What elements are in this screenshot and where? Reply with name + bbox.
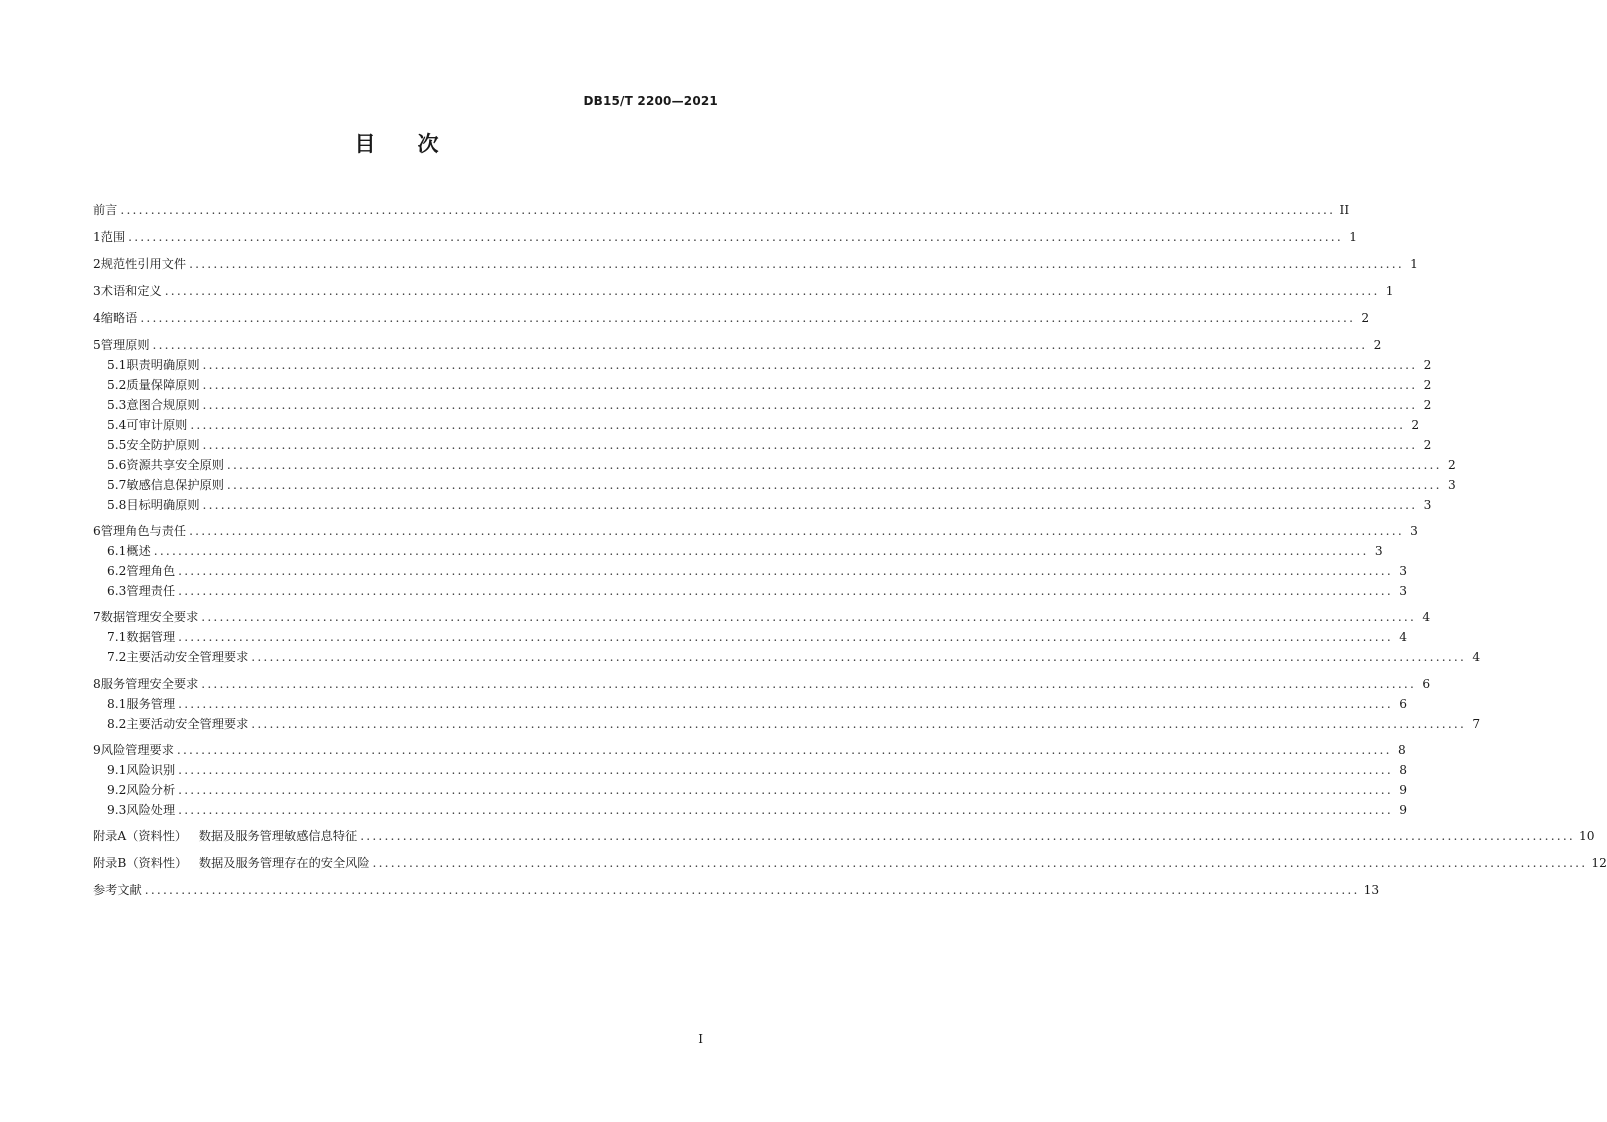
doc-code: DB15/T 2200—2021	[583, 94, 718, 108]
toc-entry-page: 2	[1423, 378, 1432, 392]
toc-entry-label: 数据管理	[126, 630, 176, 644]
toc-entry-label: 风险处理	[126, 803, 176, 817]
toc-entry-number: 5.3	[107, 398, 127, 412]
toc-entry[interactable]	[93, 335, 1382, 355]
toc-entry-label: 服务管理安全要求	[100, 677, 199, 691]
toc-entry-label: 资源共享安全原则	[126, 458, 224, 472]
toc-entry-label: 管理原则	[100, 338, 150, 352]
toc-entry[interactable]	[93, 880, 1380, 900]
toc-entry-label: 主要活动安全管理要求	[126, 717, 249, 731]
toc-entry-leader: ........................................................................................................................................................................................................	[202, 498, 1418, 512]
toc-entry-label: 管理责任	[126, 584, 176, 598]
toc-entry-page: II	[1339, 203, 1350, 217]
toc-entry-leader: ........................................................................................................................................................................................................	[201, 610, 1417, 624]
toc-entry-leader: ........................................................................................................................................................................................................	[201, 677, 1417, 691]
toc-entry-page: 3	[1374, 544, 1383, 558]
toc-entry-leader: ........................................................................................................................................................................................................	[152, 338, 1368, 352]
toc-entry-leader: ........................................................................................................................................................................................................	[226, 458, 1442, 472]
toc-entry-number: 8.2	[107, 717, 127, 731]
toc-entry-leader: ........................................................................................................................................................................................................	[178, 783, 1393, 797]
toc-entry[interactable]	[93, 607, 1431, 627]
toc-entry-leader: ........................................................................................................................................................................................................	[251, 650, 1467, 664]
toc-entry-page: 4	[1399, 630, 1407, 644]
toc-entry-page: 2	[1447, 458, 1456, 472]
toc-entry[interactable]	[93, 740, 1406, 760]
toc-entry-leader: ........................................................................................................................................................................................................	[178, 564, 1393, 578]
toc-entry-number: 5.7	[107, 478, 127, 492]
toc-entry-number: 5.5	[107, 438, 127, 452]
toc-entry[interactable]	[107, 455, 1456, 475]
toc-entry-page: 3	[1410, 524, 1418, 538]
toc-entry-leader: ........................................................................................................................................................................................................	[226, 478, 1442, 492]
toc-entry[interactable]	[107, 581, 1407, 601]
toc-entry-label: 风险识别	[126, 763, 176, 777]
toc-entry-number: 5.4	[107, 418, 127, 432]
toc-entry[interactable]	[107, 760, 1407, 780]
toc-entry[interactable]	[107, 375, 1432, 395]
toc-entry-leader: ........................................................................................................................................................................................................	[140, 311, 1356, 325]
toc-entry-page: 9	[1399, 783, 1407, 797]
toc-entry[interactable]	[107, 415, 1420, 435]
toc-entry-page: 9	[1399, 803, 1407, 817]
toc-entry-leader: ........................................................................................................................................................................................................	[128, 230, 1343, 244]
toc-entry[interactable]	[107, 627, 1407, 647]
toc-title-part2: 次	[417, 132, 439, 156]
toc-entry-leader: ........................................................................................................................................................................................................	[190, 418, 1406, 432]
toc-entry-leader: ........................................................................................................................................................................................................	[178, 630, 1393, 644]
toc-entry-label: 职责明确原则	[126, 358, 200, 372]
toc-entry-page: 2	[1423, 398, 1432, 412]
toc-entry-page: 2	[1361, 311, 1370, 325]
toc-entry-page: 3	[1399, 584, 1407, 598]
toc-entry[interactable]	[93, 200, 1350, 220]
toc-entry-leader: ........................................................................................................................................................................................................	[178, 763, 1393, 777]
toc-entry-label: 数据管理安全要求	[100, 610, 199, 624]
toc-entry-number: 5.2	[107, 378, 127, 392]
toc-entry-leader: ........................................................................................................................................................................................................	[202, 358, 1418, 372]
toc-entry-leader: ........................................................................................................................................................................................................	[176, 743, 1392, 757]
toc-entry-number: 5.1	[107, 358, 127, 372]
toc-entry-page: 2	[1411, 418, 1420, 432]
toc-entry[interactable]	[93, 674, 1431, 694]
toc-entry-number: 2	[93, 257, 101, 271]
toc-title-part1: 目	[354, 132, 376, 156]
toc-entry[interactable]	[93, 254, 1418, 274]
toc-entry-page: 3	[1447, 478, 1456, 492]
toc-entry-leader: ........................................................................................................................................................................................................	[189, 524, 1404, 538]
toc-entry-leader: ........................................................................................................................................................................................................	[178, 584, 1393, 598]
toc-entry-page: 4	[1472, 650, 1481, 664]
toc-entry[interactable]	[107, 495, 1432, 515]
toc-entry[interactable]	[107, 541, 1383, 561]
toc-entry-page: 7	[1472, 717, 1481, 731]
toc-entry-leader: ........................................................................................................................................................................................................	[372, 856, 1588, 870]
toc-entry-label: 服务管理	[126, 697, 176, 711]
toc-entry-leader: ........................................................................................................................................................................................................	[164, 284, 1380, 298]
toc-entry-label: 管理角色与责任	[100, 524, 187, 538]
toc-entry-label: 附录A（资料性） 数据及服务管理敏感信息特征	[93, 829, 358, 843]
toc-entry-page: 1	[1349, 230, 1357, 244]
toc-entry-label: 缩略语	[100, 311, 138, 325]
toc-entry-page: 4	[1422, 610, 1431, 624]
toc-entry[interactable]	[107, 355, 1432, 375]
toc-entry-label: 意图合规原则	[126, 398, 200, 412]
toc-entry-number: 1	[93, 230, 101, 244]
toc-entry-number: 3	[93, 284, 101, 298]
toc-entry-leader: ........................................................................................................................................................................................................	[202, 378, 1418, 392]
toc-entry-label: 前言	[93, 203, 118, 217]
toc-entry-leader: ........................................................................................................................................................................................................	[120, 203, 1336, 217]
toc-entry[interactable]	[107, 780, 1407, 800]
toc-entry[interactable]	[93, 521, 1418, 541]
toc-entry-label: 风险分析	[126, 783, 176, 797]
toc-entry-leader: ........................................................................................................................................................................................................	[178, 803, 1393, 817]
toc-entry-leader: ........................................................................................................................................................................................................	[202, 438, 1418, 452]
toc-entry-number: 8.1	[107, 697, 127, 711]
toc-entry-number: 5.8	[107, 498, 127, 512]
toc-entry-page: 6	[1399, 697, 1407, 711]
toc-entry-label: 术语和定义	[100, 284, 162, 298]
toc-entry[interactable]	[107, 475, 1456, 495]
toc-entry-number: 5.6	[107, 458, 127, 472]
toc-entry-label: 可审计原则	[126, 418, 188, 432]
toc-entry-number: 6.3	[107, 584, 127, 598]
toc-entry[interactable]	[107, 435, 1432, 455]
toc-entry-page: 2	[1423, 358, 1432, 372]
toc-entry-label: 敏感信息保护原则	[126, 478, 224, 492]
toc-entry-leader: ........................................................................................................................................................................................................	[202, 398, 1418, 412]
toc-entry-page: 3	[1423, 498, 1432, 512]
toc-entry-leader: ........................................................................................................................................................................................................	[144, 883, 1360, 897]
footer-page-number: I	[698, 1032, 703, 1046]
toc-entry-number: 7.2	[107, 650, 127, 664]
toc-entry-page: 8	[1397, 743, 1406, 757]
toc-entry[interactable]	[93, 826, 1595, 846]
toc-entry-page: 2	[1423, 438, 1432, 452]
toc-entry[interactable]	[93, 227, 1357, 247]
toc-entry[interactable]	[107, 714, 1481, 734]
toc-entry-leader: ........................................................................................................................................................................................................	[189, 257, 1404, 271]
toc-entry[interactable]	[107, 800, 1407, 820]
toc-entry-number: 6.1	[107, 544, 127, 558]
toc-entry-page: 10	[1579, 829, 1595, 843]
toc-entry-number: 9.2	[107, 783, 127, 797]
toc-entry-page: 12	[1591, 856, 1607, 870]
toc-entry-page: 8	[1399, 763, 1407, 777]
toc-entry-page: 13	[1363, 883, 1380, 897]
toc-entry[interactable]	[107, 694, 1407, 714]
toc-entry[interactable]	[93, 853, 1607, 873]
toc-entry-number: 5	[93, 338, 101, 352]
toc-entry-label: 质量保障原则	[126, 378, 200, 392]
toc-entry-label: 概述	[126, 544, 151, 558]
toc-entry-number: 4	[93, 311, 101, 325]
toc-entry-label: 参考文献	[93, 883, 142, 897]
toc-entry[interactable]	[107, 561, 1407, 581]
toc-entry-number: 6.2	[107, 564, 127, 578]
toc-entry-page: 6	[1422, 677, 1431, 691]
toc-entry-page: 2	[1373, 338, 1382, 352]
toc-entry-leader: ........................................................................................................................................................................................................	[251, 717, 1467, 731]
toc-entry-leader: ........................................................................................................................................................................................................	[153, 544, 1369, 558]
toc-entry[interactable]	[93, 281, 1394, 301]
toc-entry-label: 范围	[100, 230, 126, 244]
toc-entry-label: 附录B（资料性） 数据及服务管理存在的安全风险	[93, 856, 370, 870]
toc-entry-number: 7.1	[107, 630, 127, 644]
toc-entry-leader: ........................................................................................................................................................................................................	[360, 829, 1575, 843]
toc-entry[interactable]	[107, 647, 1481, 667]
toc-entry[interactable]	[93, 308, 1370, 328]
toc-entry-number: 9.3	[107, 803, 127, 817]
toc-entry-label: 规范性引用文件	[100, 257, 187, 271]
toc-entry-label: 安全防护原则	[126, 438, 200, 452]
toc-entry-label: 主要活动安全管理要求	[126, 650, 249, 664]
toc-entry-label: 管理角色	[126, 564, 176, 578]
toc-entry-page: 1	[1385, 284, 1394, 298]
toc-entry-page: 3	[1399, 564, 1407, 578]
toc-entry-number: 6	[93, 524, 101, 538]
toc-entry-label: 风险管理要求	[100, 743, 174, 757]
toc-entry-page: 1	[1410, 257, 1418, 271]
toc-entry-number: 7	[93, 610, 101, 624]
toc-entry[interactable]	[107, 395, 1432, 415]
toc-entry-leader: ........................................................................................................................................................................................................	[178, 697, 1393, 711]
toc-entry-number: 9	[93, 743, 101, 757]
toc-entry-number: 8	[93, 677, 101, 691]
toc-entry-label: 目标明确原则	[126, 498, 200, 512]
toc-entry-number: 9.1	[107, 763, 127, 777]
